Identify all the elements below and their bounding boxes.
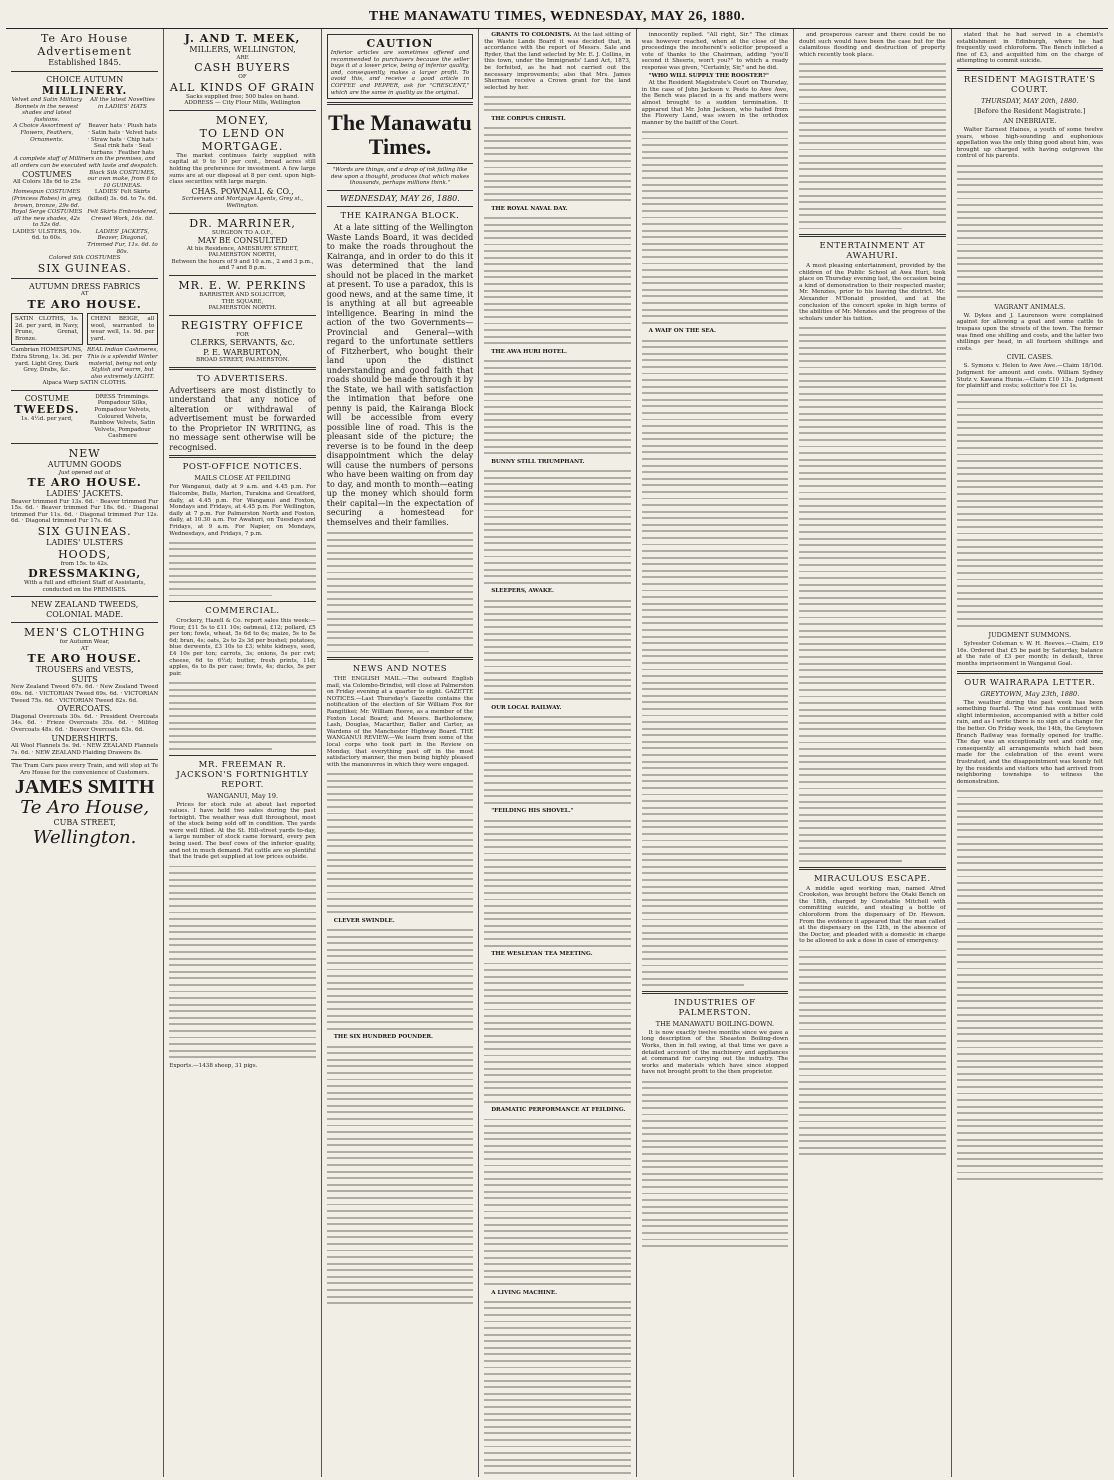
suits: SUITS [71, 674, 98, 684]
entertainment-heading: ENTERTAINMENT AT AWAHURI. [819, 241, 926, 262]
column-5 [636, 29, 793, 1477]
surgeon: SURGEON TO A.O.F., [211, 229, 274, 236]
news-heading: NEWS AND NOTES [352, 664, 448, 675]
homespun: Homespun COSTUMES (Princess Robes) in grey, brown, bronze, 29s 6d. [11, 189, 82, 209]
te-aro-house: TE ARO HOUSE. [27, 297, 142, 311]
palmerston: PALMERSTON NORTH. [208, 305, 277, 312]
dramatic-performance: DRAMATIC PERFORMANCE AT FEILDING. [491, 1107, 626, 1114]
tweeds-price: 1s. 4½d. per yard, [20, 416, 73, 423]
complete-staff: A complete staff of Milliners on the premises, and all orders can be executed with taste and despatch. [11, 156, 158, 169]
costumes: COSTUMES [21, 169, 72, 179]
marriner: DR. MARRINER, [189, 216, 296, 230]
column-4 [478, 29, 635, 1477]
naval-day: THE ROYAL NAVAL DAY. [491, 205, 568, 212]
suits-list: New Zealand Tweed 67s. 6d. · New Zealand Tweed 69s. 6d. · VICTORIAN Tweed 69s. 6d. · VICTORIAN Tweed 75s. 6d. · VICTORIAN Tweed 82s. 6d. [11, 684, 159, 704]
colored-silk: Colored Silk COSTUMES [48, 255, 121, 262]
civil-heading: CIVIL CASES. [1006, 353, 1053, 362]
address: ADDRESS — City Flour Mills, Wellington [184, 100, 301, 107]
residence: At his Residence, AMESBURY STREET, PALMERSTON NORTH, [186, 245, 299, 259]
overcoats-list: Diagonal Overcoats 30s. 6d. · President Overcoats 34s. 6d. · Frieze Overcoats 35s. 6d. · Militog Overcoats 48s. 6d. · Beaver Overcoats 63s. 6d. [11, 713, 159, 733]
feilding-shovel: "FEILDING HIS SHOVEL." [491, 808, 574, 815]
pownall: CHAS. POWNALL & CO., [191, 186, 294, 196]
autumn-dress: AUTUMN DRESS FABRICS [29, 281, 141, 291]
are: ARE [236, 54, 249, 61]
wairarapa-date: GREYTOWN, May 23th, 1880. [980, 689, 1080, 698]
rm-court-heading: RESIDENT MAGISTRATE'S COURT. [963, 74, 1096, 95]
velvet-bonnets: Velvet and Satin Military Bonnets in the newest shades and latest fashions. [11, 97, 83, 123]
meek-heading: J. AND T. MEEK, [184, 32, 301, 45]
kairanga-heading: THE KAIRANGA BLOCK. [340, 211, 460, 222]
costume-label: COSTUME [24, 393, 69, 403]
boiling-text: It is now exactly twelve months since we gave a long description of the Sheaston Boiling-down Works, then in full swing, at that time we gave a detailed account of the machinery and appliances at command for carrying out the industry. The works and materials which have since stopped have not brought profit to the then proprietor. [641, 1029, 789, 1076]
column-2 [163, 29, 320, 1477]
industries-heading: INDUSTRIES OF PALMERSTON. [674, 997, 756, 1018]
jackson-date: WANGANUI, May 19. [206, 791, 279, 800]
grants-text [484, 32, 630, 91]
mails-close: MAILS CLOSE AT FEILDING [194, 474, 291, 483]
news-text: THE ENGLISH MAIL.—The outward English mail, via Colombo-Brindisi, will close at Palmerston on Friday evening at a quarter to eight. GAZETTE NOTICES.—Last Thursday's Gazette contains the notification of the election of Sir William Fox for Rangitikei; Mr. William Reeve, as a member of the Foxton Local Board; and Messrs. Bartholomew, Lash, Douglas, Macarthur, Baller and Carter, as Wardens of the Manchester Highway Board. THE WANGANUI REVIEW.—We learn from some of the local corps who took part in the Review on Monday, that everything past off in the most satisfactory manner, the men being highly pleased with the manœuvres in which they were engaged. [326, 676, 474, 768]
cambrian: Cambrian HOMESPUNS, Extra Strong, 1s. 3d. per yard. Light Grey, Dark Grey, Drabs, &c. [11, 347, 83, 374]
te-aro-house-3: TE ARO HOUSE. [27, 652, 142, 666]
square: THE SQUARE, [221, 298, 264, 305]
grants-body: At the last sitting of the Waste Lands Board it was decided that, in accordance with the report of Messrs. Sale and Ryder, that the land selected by Mr. E. J. Collins, in this town, under the Immigrants' Land Act, 1873, be forfeited, as he had not carried out the necessary improvements; also that Mrs. James Sherman receive a Crown grant for the land selected by her. [484, 32, 631, 91]
miraculous-heading: MIRACULOUS ESCAPE. [814, 873, 931, 884]
real-cashmere: REAL Indian Cashmeres, This is a splendid Winter material, being not only Stylish and warm, but also extremely LIGHT. [86, 347, 159, 380]
wairarapa-heading: OUR WAIRARAPA LETTER. [964, 677, 1096, 688]
exports: Exports.—1438 sheep, 31 pigs. [169, 1062, 258, 1069]
rooster-heading: "WHO WILL SUPPLY THE ROOSTER?" [648, 72, 769, 79]
entertainment-text: A most pleasing entertainment, provided by the children of the Public School at Awa Huri, took place on Thursday evening last, the occasion being a kind of demonstration to their respected master, Mr. Menzies, prior to his leaving the district. Mr. Alexander M'Donald presided, and at the conclusion of the concert spoke in high terms of the abilities of Mr. Menzies and the progress of the scholars under his tuition. [799, 263, 946, 322]
undershirts: UNDERSHIRTS. [51, 733, 118, 743]
at: AT [80, 291, 89, 298]
column-6 [793, 29, 950, 1477]
columns [6, 29, 1108, 1477]
rm-date: THURSDAY, MAY 20th, 1880. [981, 96, 1079, 105]
mails-text: For Wanganui, daily at 9 a.m. and 4.45 p.m. For Halcombe, Bulls, Marton, Turakina and Greatford, daily, at 4.45 p.m. For Wanganui and Foxton, Mondays and Fridays, at 4.45 p.m. For Wellington, daily at 7 p.m. For Palmerston North and Foxton, daily, at 10.30 a.m. For Awahuri, on Tuesdays and Fridays, at 9 a.m. For Napier, on Mondays, Wednesdays, and Fridays, 7 p.m. [169, 484, 316, 537]
just-opened: Just opened out at [58, 469, 111, 476]
james-smith: JAMES SMITH [14, 776, 155, 799]
lend: TO LEND ON MORTGAGE. [199, 126, 286, 153]
ladies-jackets: LADIES' JACKETS, Beaver, Diagonal, Trimmed Fur, 11s. 6d. to 80s. [87, 228, 158, 255]
motto: "Words are things, and a drop of ink falling like dew upon a thought, produces that which makes thousands, perhaps millions think." [330, 167, 470, 187]
hours: Between the hours of 9 and 10 a.m., 2 and 3 p.m., and 7 and 8 p.m. [171, 258, 314, 272]
caution-text: Inferior articles are sometimes offered and recommended to purchasers because the seller buys it at a lower price, being of inferior quality, and, consequently, makes a larger profit. To avoid this, and receive a good article in COFFEE and PEPPER, ask for "CRESCENT," which are the same in quality as the original. [330, 50, 470, 96]
dressmaking: DRESSMAKING, [28, 567, 142, 581]
costumes-price: All Colors 18s 6d to 25s [13, 179, 81, 186]
tea-meeting: THE WESLEYAN TEA MEETING. [491, 951, 593, 958]
grants-heading: GRANTS TO COLONISTS. [491, 32, 572, 38]
six-hundred-pounder: THE SIX HUNDRED POUNDER. [333, 1034, 433, 1041]
millers: MILLERS, WELLINGTON, [189, 45, 296, 54]
broad-street: BROAD STREET, PALMERSTON. [195, 357, 290, 364]
top-text-6: and prosperous career and there could be no doubt such would have been the case but for the calamitous flooding and destruction of property which recently took place. [799, 32, 946, 58]
judgment-heading: JUDGMENT SUMMONS. [988, 631, 1072, 640]
choice-assortment: A Choice Assortment of Flowers, Feathers, Ornaments. [13, 123, 81, 143]
commercial: COMMERCIAL. [205, 606, 280, 617]
inebriate-text: Walter Earnest Haines, a youth of some twelve years, whose high-sounding and euphonious appellation was the only thing good about him, was brought up charged with having outgrown the control of his parents. [956, 126, 1104, 160]
pownall-sub: Scriveners and Mortgage Agents, Grey st., Wellington. [181, 196, 304, 209]
te-aro-house-2: TE ARO HOUSE. [27, 476, 142, 490]
ladies-skirts: LADIES' Felt Skirts (kilted) 3s. 6d. to 7s. 6d. [87, 189, 158, 202]
millinery-heading: MILLINERY. [41, 84, 128, 97]
miraculous-text: A middle aged working man, named Afred Crookston, was brought before the Otaki Bench on the 18th, charged by Constable Mitchell with committing suicide, and stealing a bottle of chloroform from the dispensary of Dr. Hewson. From the evidence it appeared that the man called at the dispensary on the 12th, in the absence of the Doctor, and pleaded with a domestic in charge to be allowed to ask a dose in case of emergency. [799, 885, 946, 945]
autumn-wear: for Autumn Wear, [59, 639, 110, 646]
corpus-christi: THE CORPUS CHRISTI. [491, 115, 566, 122]
black-silk: Black Silk COSTUMES, our own make, from 6 to 10 GUINEAS. [87, 169, 158, 189]
overcoats: OVERCOATS. [57, 704, 113, 714]
dress-trimmings: DRESS Trimmings. Pompadour Silks, Pompadour Velvets, Coloured Velvets, Rainbow Velvets, Satin Velvets, Pompadour Cashmere [89, 393, 156, 440]
to-advertisers: TO ADVERTISERS. [196, 373, 289, 384]
boiling-heading: THE MANAWATU BOILING-DOWN. [655, 1019, 775, 1028]
registry: REGISTRY OFFICE [180, 318, 305, 332]
advertisers-text: Advertisers are most distinctly to understand that any notice of alteration or withdrawal of advertisement must be forwarded to the Proprietor IN WRITING, as no message sent otherwise will be recognised. [169, 385, 316, 452]
inebriate-heading: AN INEBRIATE. [1003, 116, 1057, 125]
sleepers-awake: SLEEPERS, AWAKE. [491, 588, 554, 595]
column-7 [951, 29, 1108, 1477]
perkins: MR. E. W. PERKINS [178, 279, 307, 292]
post-office: POST-OFFICE NOTICES. [182, 462, 303, 473]
kairanga-text: At a late sitting of the Wellington Waste Lands Board, it was decided to make the roads throughout the Kairanga, and in order to do this it was determined that the land should not be placed in the market at present. To use a paradox, this is good news, and at the same time, it is anything at all but agreeable intelligence. Bearing in mind the action of the two Governments—Provincial and General—with regard to the unfortunate settlers of Fitzherbert, who bought their land upon the distinct understanding and good faith that roads should be made through it by the State, we hail with satisfaction the intimation that before one penny is paid, the Kairanga Block will be accessible from every possible line of road. This is the pleasant side of the picture; the reverse is to be found in the deep disappointment which the delay will cause the numbers of persons who have been waiting on from day to day, and month to month—eating up the money which should form their capital—in the expectation of securing a homestead for themselves and their families. [326, 223, 474, 527]
tweeds: TWEEDS. [14, 403, 80, 417]
hats-list: Beaver hats · Plush hats · Satin hats · Velvet hats · Straw hats · Chip hats · Seal rink hats · Seal turbans · Feather hats [87, 123, 158, 156]
latest-novelties: All the latest Novelties in LADIES' HATS [90, 97, 155, 110]
commercial-text: Crockery, Hazell & Co. report sales this week:— Flour, £11 5s to £11 10s; oatmeal, £12; pollard, £5 per ton; fowls, wheat, 5s 6d to 6s; maize, 5s to 5s 6d; bran, 4s; oats, 2s to 2s 3d per bushel; potatoes, blue derwents, £3 10s to £3; white kidneys, seed, £4 10s per ton; carrots, 3s; onions, 5s per cwt; cheese, 6d to 6½d; butter, fresh prints, 11d; apples, 6s to 8s per case; fowls, 4s; ducks, 5s per pair. [169, 618, 316, 677]
undershirts-list: All Wool Flannels 5s. 9d. · NEW ZEALAND Flannels 7s. 6d. · NEW ZEALAND Flaiding Drawers 8s. [11, 743, 159, 756]
jackson-report: MR. FREEMAN R. JACKSON'S FORTNIGHTLY REPORT. [176, 759, 309, 790]
choice-heading: CHOICE AUTUMN [46, 74, 124, 84]
for: FOR [236, 331, 249, 338]
living-machine: A LIVING MACHINE. [491, 1289, 558, 1296]
jackson-text: Prices for stock rule at about last reported values. I have held two sales during the past fortnight. The weather was dull throughout, most of the stock being sold off in condition. The yards were well filled. At the St. Hill-street yards to-day, a large number of stock came forward, every pen being used. The beef cows of the inferior quality, and not in much demand. Fat cattle are so plentiful that the trade get supplied at low prices outside. [169, 801, 316, 861]
sacks: Sacks supplied free; 500 bales on hand. [186, 93, 300, 100]
sheep-text: innocently replied. "All right, Sir." The climax was however reached, when at the close of the proceedings the incoherent's solicitor proposed a vote of thanks to the Chairman, adding "you'll second it Sheeris, won't you?" to which a ready response was given, "Certainly, Sir," and he did. [641, 32, 789, 71]
warburton: P. E. WARBURTON, [203, 347, 282, 357]
new-heading: NEW [68, 447, 101, 461]
trousers: TROUSERS and VESTS, [35, 665, 134, 675]
tram-notice: The Tram Cars pass every Train, and will stop at Te Aro House for the convenience of Customers. [11, 763, 159, 776]
mens-clothing: MEN'S CLOTHING [23, 626, 146, 640]
consulted: MAY BE CONSULTED [197, 236, 288, 246]
waif-heading: A WAIF ON THE SEA. [648, 328, 716, 335]
caution-heading: CAUTION [366, 37, 434, 50]
six-guineas: SIX GUINEAS. [37, 261, 132, 275]
cheni-beige: CHENI BEIGE, all wool, warranted to wear well, 1s. 9d. per yard. [87, 313, 159, 345]
local-railway: OUR LOCAL RAILWAY. [491, 705, 562, 711]
ladies-ulsters-2: LADIES' ULSTERS [46, 538, 124, 547]
embroidered: Felt Skirts Embroidered, Crewel Work, 16s. 6d. [87, 209, 158, 222]
alpaca: Alpaca Warp SATIN CLOTHS. [42, 380, 127, 387]
top-text-7: stated that he had served in a chemist's establishment in Edinburgh, where he had frequently used chloroform. The Bench inflicted a fine of £3, and acquitted him on the charge of attempting to commit suicide. [956, 32, 1104, 65]
ladies-jackets-2: LADIES' JACKETS. [46, 489, 124, 499]
hoods-price: from 15s. to 42s. [60, 560, 109, 567]
wairarapa-text: The weather during the past week has been something fearful. The wind has continued with slight intermission, accompanied with a bitter cold rain, and as I write there is no sign of a change for the better. On Friday week, the 14th, the Greytown Branch Railway was formally opened for traffic. The day was an exceptionally wet and cold one, consequently all arrangements which had been made for the celebration of the event were frustrated, and the disappointment was keenly felt by the residents and visitors who had arrived from neighboring townships to witness the demonstration. [956, 699, 1104, 785]
clerks: CLERKS, SERVANTS, &c. [190, 338, 295, 348]
money: MONEY, [215, 113, 270, 127]
autumn-goods: AUTUMN GOODS [47, 460, 122, 470]
market-text: The market continues fairly supplied with capital at 9 to 10 per cent., broad acres still holding the preference for investment. A few large sums are at our disposal at 8 per cent. upon high-class securities with large margin. [169, 152, 316, 186]
satin-cloths: SATIN CLOTHS, 1s. 2d. per yard, in Navy, Prune, Grenat, Bronze. [11, 313, 83, 345]
masthead: THE MANAWATU TIMES, WEDNESDAY, MAY 26, 1880. [6, 6, 1108, 29]
column-3 [321, 29, 478, 1477]
te-aro-script: Te Aro House, [20, 797, 150, 819]
dateline: WEDNESDAY, MAY 26, 1880. [340, 193, 460, 203]
dressmaking-sub: With a full and efficient Staff of Assistants, conducted on the PREMISES. [23, 580, 146, 593]
clever-swindle: CLEVER SWINDLE. [333, 917, 395, 924]
column-1 [6, 29, 163, 1477]
ladies-ulsters: LADIES' ULSTERS, 10s. 6d. to 60s. [12, 228, 82, 242]
grain: ALL KINDS OF GRAIN [169, 80, 316, 94]
at-2: AT [80, 645, 89, 652]
paper-title: The Manawatu Times. [328, 110, 472, 160]
nz-tweeds: NEW ZEALAND TWEEDS, COLONIAL MADE. [31, 600, 139, 619]
ad-title: Te Aro House Advertisement [37, 32, 132, 58]
awa-huri-hotel: THE AWA HURI HOTEL. [491, 348, 567, 355]
six-guineas-2: SIX GUINEAS. [37, 525, 132, 538]
hoods: HOODS, [58, 547, 112, 561]
civil-text: S. Symons v. Helen to Awe Awe.—Claim 18/10d. Judgment for amount and costs. William Sydney Stutz v. Kawana Hunia.—Claim £10 13s. Judgment for plaintiff and costs; solicitor's fee £1 1s. [956, 363, 1104, 390]
rm-before: [Before the Resident Magistrate.] [974, 106, 1086, 115]
judgment-text: Sylvester Coleman v. W. H. Reeves.—Claim, £19 16s. Ordered that £5 be paid by Saturday, balance at the rate of £3 per month; in default, three months imprisonment in Wanganui Goal. [956, 641, 1104, 667]
vagrant-text: W. Dykes and J. Laurenson were complained against for allowing a goat and some cattle to trespass upon the streets of the town. The former was fined one shilling and costs, and the latter two shillings per head, in all fourteen shillings and costs. [956, 312, 1104, 352]
cuba-street: CUBA STREET, [53, 818, 116, 828]
of: OF [238, 74, 247, 81]
royal-serge: Royal Serge COSTUMES all the new shades, 42s to 52s 6d. [11, 209, 83, 229]
cash-buyers: CASH BUYERS [194, 61, 291, 75]
established: Established 1845. [48, 58, 122, 67]
rooster-text: At the Resident Magistrate's Court on Thursday, in the case of John Jackson v. Peete to Awe Awe, the Bench was placed in a fix and matters were almost brought to a sudden termination. It appeared that Mr. John Jackson, who hailed from the Flowery Land, was sworn in the orthodox manner by the bailiff of the Court. [641, 80, 789, 126]
wellington-script: Wellington. [32, 826, 137, 848]
barrister: BARRISTER AND SOLICITOR, [199, 292, 286, 298]
jackets-list: Beaver trimmed Fur 13s. 6d. · Beaver trimmed Fur 15s. 6d. · Beaver trimmed Fur 18s. 6d. · Diagonal trimmed Fur 11s. 6d. · Diagonal trimmed Fur 12s. 6d. · Diagonal trimmed Fur 17s. 6d. [11, 498, 159, 525]
vagrant-heading: VAGRANT ANIMALS. [994, 302, 1066, 311]
bunny-triumphant: BUNNY STILL TRIUMPHANT. [491, 458, 585, 465]
